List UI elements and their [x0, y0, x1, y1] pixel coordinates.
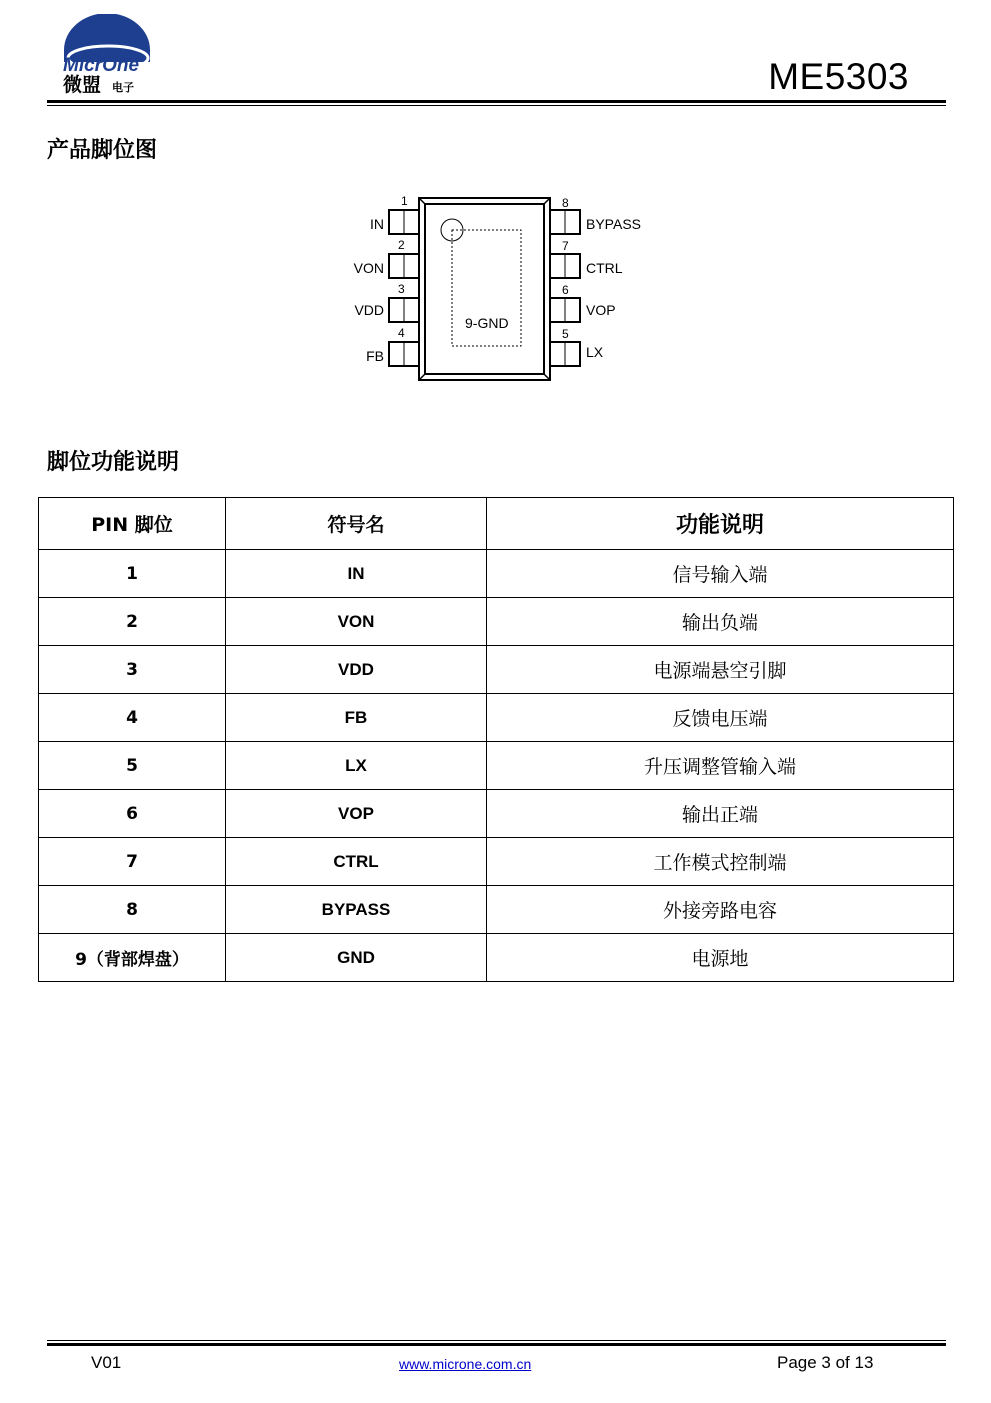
- pin-number-8: 8: [562, 196, 569, 210]
- pin-function: 工作模式控制端: [487, 838, 954, 886]
- pin-label-vop: VOP: [586, 302, 616, 318]
- footer-version: V01: [91, 1353, 122, 1372]
- pin-number-1: 1: [401, 194, 408, 208]
- table-row: [39, 742, 954, 790]
- pin-number: 7: [39, 838, 226, 886]
- pin-number: 6: [39, 790, 226, 838]
- header-function: 功能说明: [487, 498, 954, 550]
- footer-rule-thin: [47, 1340, 946, 1341]
- header-rule-thick: [47, 100, 946, 103]
- pin-symbol: VON: [226, 598, 487, 646]
- pin-label-vdd: VDD: [354, 302, 384, 318]
- table-row: [39, 838, 954, 886]
- pin-function-table: [38, 497, 954, 982]
- pin-number-3: 3: [398, 282, 405, 296]
- pin-symbol: VDD: [226, 646, 487, 694]
- pin-symbol: LX: [226, 742, 487, 790]
- pin-function: 电源端悬空引脚: [487, 646, 954, 694]
- pin-function: 升压调整管输入端: [487, 742, 954, 790]
- header-rule-thin: [47, 105, 946, 106]
- pinout-section-title: 产品脚位图: [47, 138, 158, 163]
- center-label: 9-GND: [465, 315, 509, 331]
- function-section-title: 脚位功能说明: [47, 450, 180, 475]
- pin-number: 8: [39, 886, 226, 934]
- pin-label-ctrl: CTRL: [586, 260, 623, 276]
- footer-rule-thick: [47, 1343, 946, 1346]
- pin-number-5: 5: [562, 327, 569, 341]
- pin-function: 输出负端: [487, 598, 954, 646]
- pin-label-fb: FB: [366, 348, 384, 364]
- pin-symbol: GND: [226, 934, 487, 982]
- package-outline: [419, 198, 550, 380]
- pin-function: 外接旁路电容: [487, 886, 954, 934]
- pin-number: 2: [39, 598, 226, 646]
- table-row: [39, 646, 954, 694]
- logo-text-cn: 微盟: [63, 74, 102, 96]
- logo-text-cn-sub: 电子: [112, 81, 134, 94]
- pin-symbol: CTRL: [226, 838, 487, 886]
- pin-number-2: 2: [398, 238, 405, 252]
- pin-number: 1: [39, 550, 226, 598]
- footer-page-number: Page 3 of 13: [777, 1353, 874, 1372]
- table-row: [39, 598, 954, 646]
- table-row: [39, 934, 954, 982]
- pin-symbol: BYPASS: [226, 886, 487, 934]
- pin-symbol: IN: [226, 550, 487, 598]
- logo-text-en: MicrOne: [63, 55, 140, 76]
- table-row: [39, 886, 954, 934]
- microne-logo: [60, 14, 155, 96]
- table-header-row: [39, 498, 954, 550]
- pin-label-von: VON: [353, 260, 384, 276]
- pin-diagram: [340, 190, 660, 390]
- table-row: [39, 694, 954, 742]
- table-row: [39, 550, 954, 598]
- header-symbol: 符号名: [226, 498, 487, 550]
- pin-number: 5: [39, 742, 226, 790]
- pin-number: 3: [39, 646, 226, 694]
- footer-website-link[interactable]: www.microne.com.cn: [399, 1356, 532, 1372]
- pin-number-7: 7: [562, 239, 569, 253]
- pin-function: 电源地: [487, 934, 954, 982]
- pin-function: 信号输入端: [487, 550, 954, 598]
- pin-symbol: FB: [226, 694, 487, 742]
- header-pin: PIN 脚位: [39, 498, 226, 550]
- pin-number-4: 4: [398, 326, 405, 340]
- part-number: ME5303: [768, 56, 909, 97]
- pin-label-bypass: BYPASS: [586, 216, 641, 232]
- pin-number: 4: [39, 694, 226, 742]
- pin-label-in: IN: [370, 216, 384, 232]
- pin-function: 反馈电压端: [487, 694, 954, 742]
- pin-number: 9（背部焊盘）: [39, 934, 226, 982]
- pin-symbol: VOP: [226, 790, 487, 838]
- pin-label-lx: LX: [586, 344, 604, 360]
- pin-number-6: 6: [562, 283, 569, 297]
- table-row: [39, 790, 954, 838]
- pin-function: 输出正端: [487, 790, 954, 838]
